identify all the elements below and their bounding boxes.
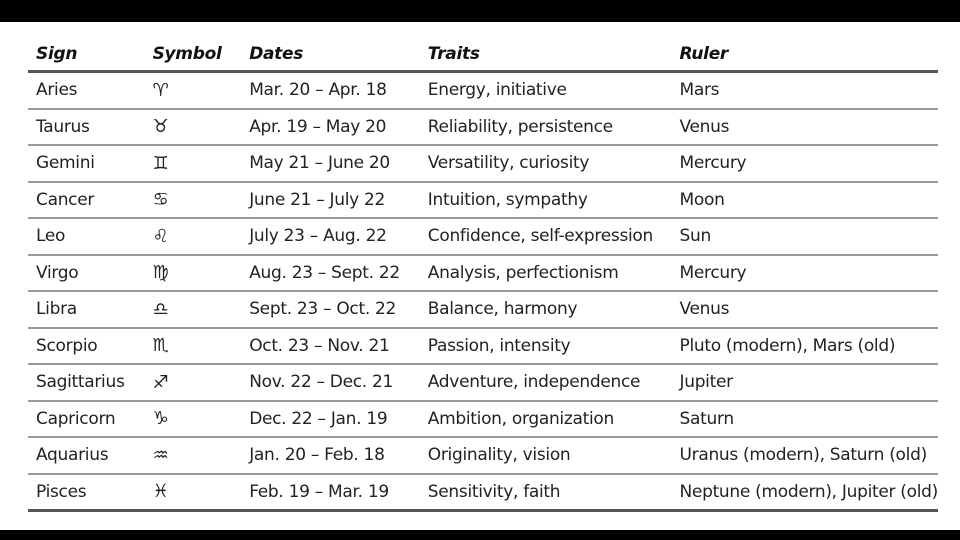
cell-dates: Feb. 19 – Mar. 19 — [249, 481, 389, 502]
pisces-symbol-icon: ♓︎ — [152, 481, 169, 503]
table-row — [28, 109, 938, 146]
cell-sign: Pisces — [36, 481, 87, 502]
cell-sign: Sagittarius — [36, 372, 125, 393]
cell-ruler: Mars — [679, 80, 720, 101]
cell-sign: Leo — [36, 226, 66, 247]
cell-dates: June 21 – July 22 — [249, 189, 386, 210]
cell-traits: Intuition, sympathy — [427, 189, 588, 210]
cell-ruler: Uranus (modern), Saturn (old) — [679, 445, 927, 466]
header-row — [28, 38, 938, 72]
cell-sign: Taurus — [36, 116, 90, 137]
cell-dates: Dec. 22 – Jan. 19 — [249, 408, 388, 429]
cell-sign: Virgo — [36, 262, 79, 283]
scorpio-symbol-icon: ♏︎ — [152, 335, 169, 357]
header-ruler: Ruler — [679, 44, 729, 64]
cell-traits: Sensitivity, faith — [427, 481, 561, 502]
cell-ruler: Saturn — [679, 408, 734, 429]
header-symbol: Symbol — [152, 44, 222, 64]
sagittarius-symbol-icon: ♐︎ — [152, 371, 169, 393]
table-row — [28, 182, 938, 219]
table-row — [28, 145, 938, 182]
table-row — [28, 291, 938, 328]
virgo-symbol-icon: ♍︎ — [152, 262, 169, 284]
table-row — [28, 437, 938, 474]
cell-dates: Mar. 20 – Apr. 18 — [249, 80, 387, 101]
cancer-symbol-icon: ♋︎ — [152, 189, 169, 211]
gemini-symbol-icon: ♊︎ — [152, 152, 169, 174]
cell-traits: Confidence, self-expression — [427, 226, 653, 247]
taurus-symbol-icon: ♉︎ — [152, 116, 169, 138]
cell-traits: Analysis, perfectionism — [427, 262, 619, 283]
cell-dates: Apr. 19 – May 20 — [249, 116, 387, 137]
cell-traits: Adventure, independence — [427, 372, 641, 393]
cell-ruler: Pluto (modern), Mars (old) — [679, 335, 896, 356]
zodiac-table — [28, 38, 938, 512]
cell-dates: Jan. 20 – Feb. 18 — [249, 445, 385, 466]
table-row — [28, 474, 938, 511]
cell-ruler: Sun — [679, 226, 711, 247]
libra-symbol-icon: ♎︎ — [152, 298, 169, 320]
cell-ruler: Jupiter — [679, 372, 733, 393]
cell-sign: Cancer — [36, 189, 95, 210]
leo-symbol-icon: ♌︎ — [152, 225, 169, 247]
table-row — [28, 401, 938, 438]
cell-traits: Ambition, organization — [427, 408, 614, 429]
aries-symbol-icon: ♈︎ — [152, 79, 169, 101]
table-row — [28, 328, 938, 365]
capricorn-symbol-icon: ♑︎ — [152, 408, 169, 430]
cell-dates: Aug. 23 – Sept. 22 — [249, 262, 400, 283]
cell-ruler: Moon — [679, 189, 725, 210]
table-row — [28, 255, 938, 292]
cell-ruler: Mercury — [679, 262, 747, 283]
aquarius-symbol-icon: ♒︎ — [152, 444, 169, 466]
cell-ruler: Neptune (modern), Jupiter (old) — [679, 481, 938, 502]
table-row — [28, 218, 938, 255]
header-dates: Dates — [249, 44, 304, 64]
cell-dates: May 21 – June 20 — [249, 153, 390, 174]
cell-ruler: Venus — [679, 299, 730, 320]
cell-sign: Capricorn — [36, 408, 116, 429]
document-page — [0, 22, 960, 530]
cell-traits: Balance, harmony — [427, 299, 578, 320]
table-row — [28, 364, 938, 401]
table-header — [28, 38, 938, 72]
cell-sign: Libra — [36, 299, 77, 320]
cell-sign: Aries — [36, 80, 78, 101]
cell-sign: Scorpio — [36, 335, 98, 356]
cell-traits: Originality, vision — [427, 445, 571, 466]
header-traits: Traits — [427, 44, 480, 64]
cell-dates: Oct. 23 – Nov. 21 — [249, 335, 390, 356]
cell-traits: Energy, initiative — [427, 80, 567, 101]
cell-traits: Passion, intensity — [427, 335, 571, 356]
cell-dates: July 23 – Aug. 22 — [249, 226, 387, 247]
cell-sign: Aquarius — [36, 445, 109, 466]
cell-traits: Reliability, persistence — [427, 116, 613, 137]
header-sign: Sign — [36, 44, 78, 64]
cell-ruler: Venus — [679, 116, 730, 137]
cell-traits: Versatility, curiosity — [427, 153, 590, 174]
table-row — [28, 72, 938, 109]
cell-sign: Gemini — [36, 153, 95, 174]
table-body — [28, 72, 938, 511]
cell-dates: Nov. 22 – Dec. 21 — [249, 372, 394, 393]
cell-dates: Sept. 23 – Oct. 22 — [249, 299, 397, 320]
cell-ruler: Mercury — [679, 153, 747, 174]
